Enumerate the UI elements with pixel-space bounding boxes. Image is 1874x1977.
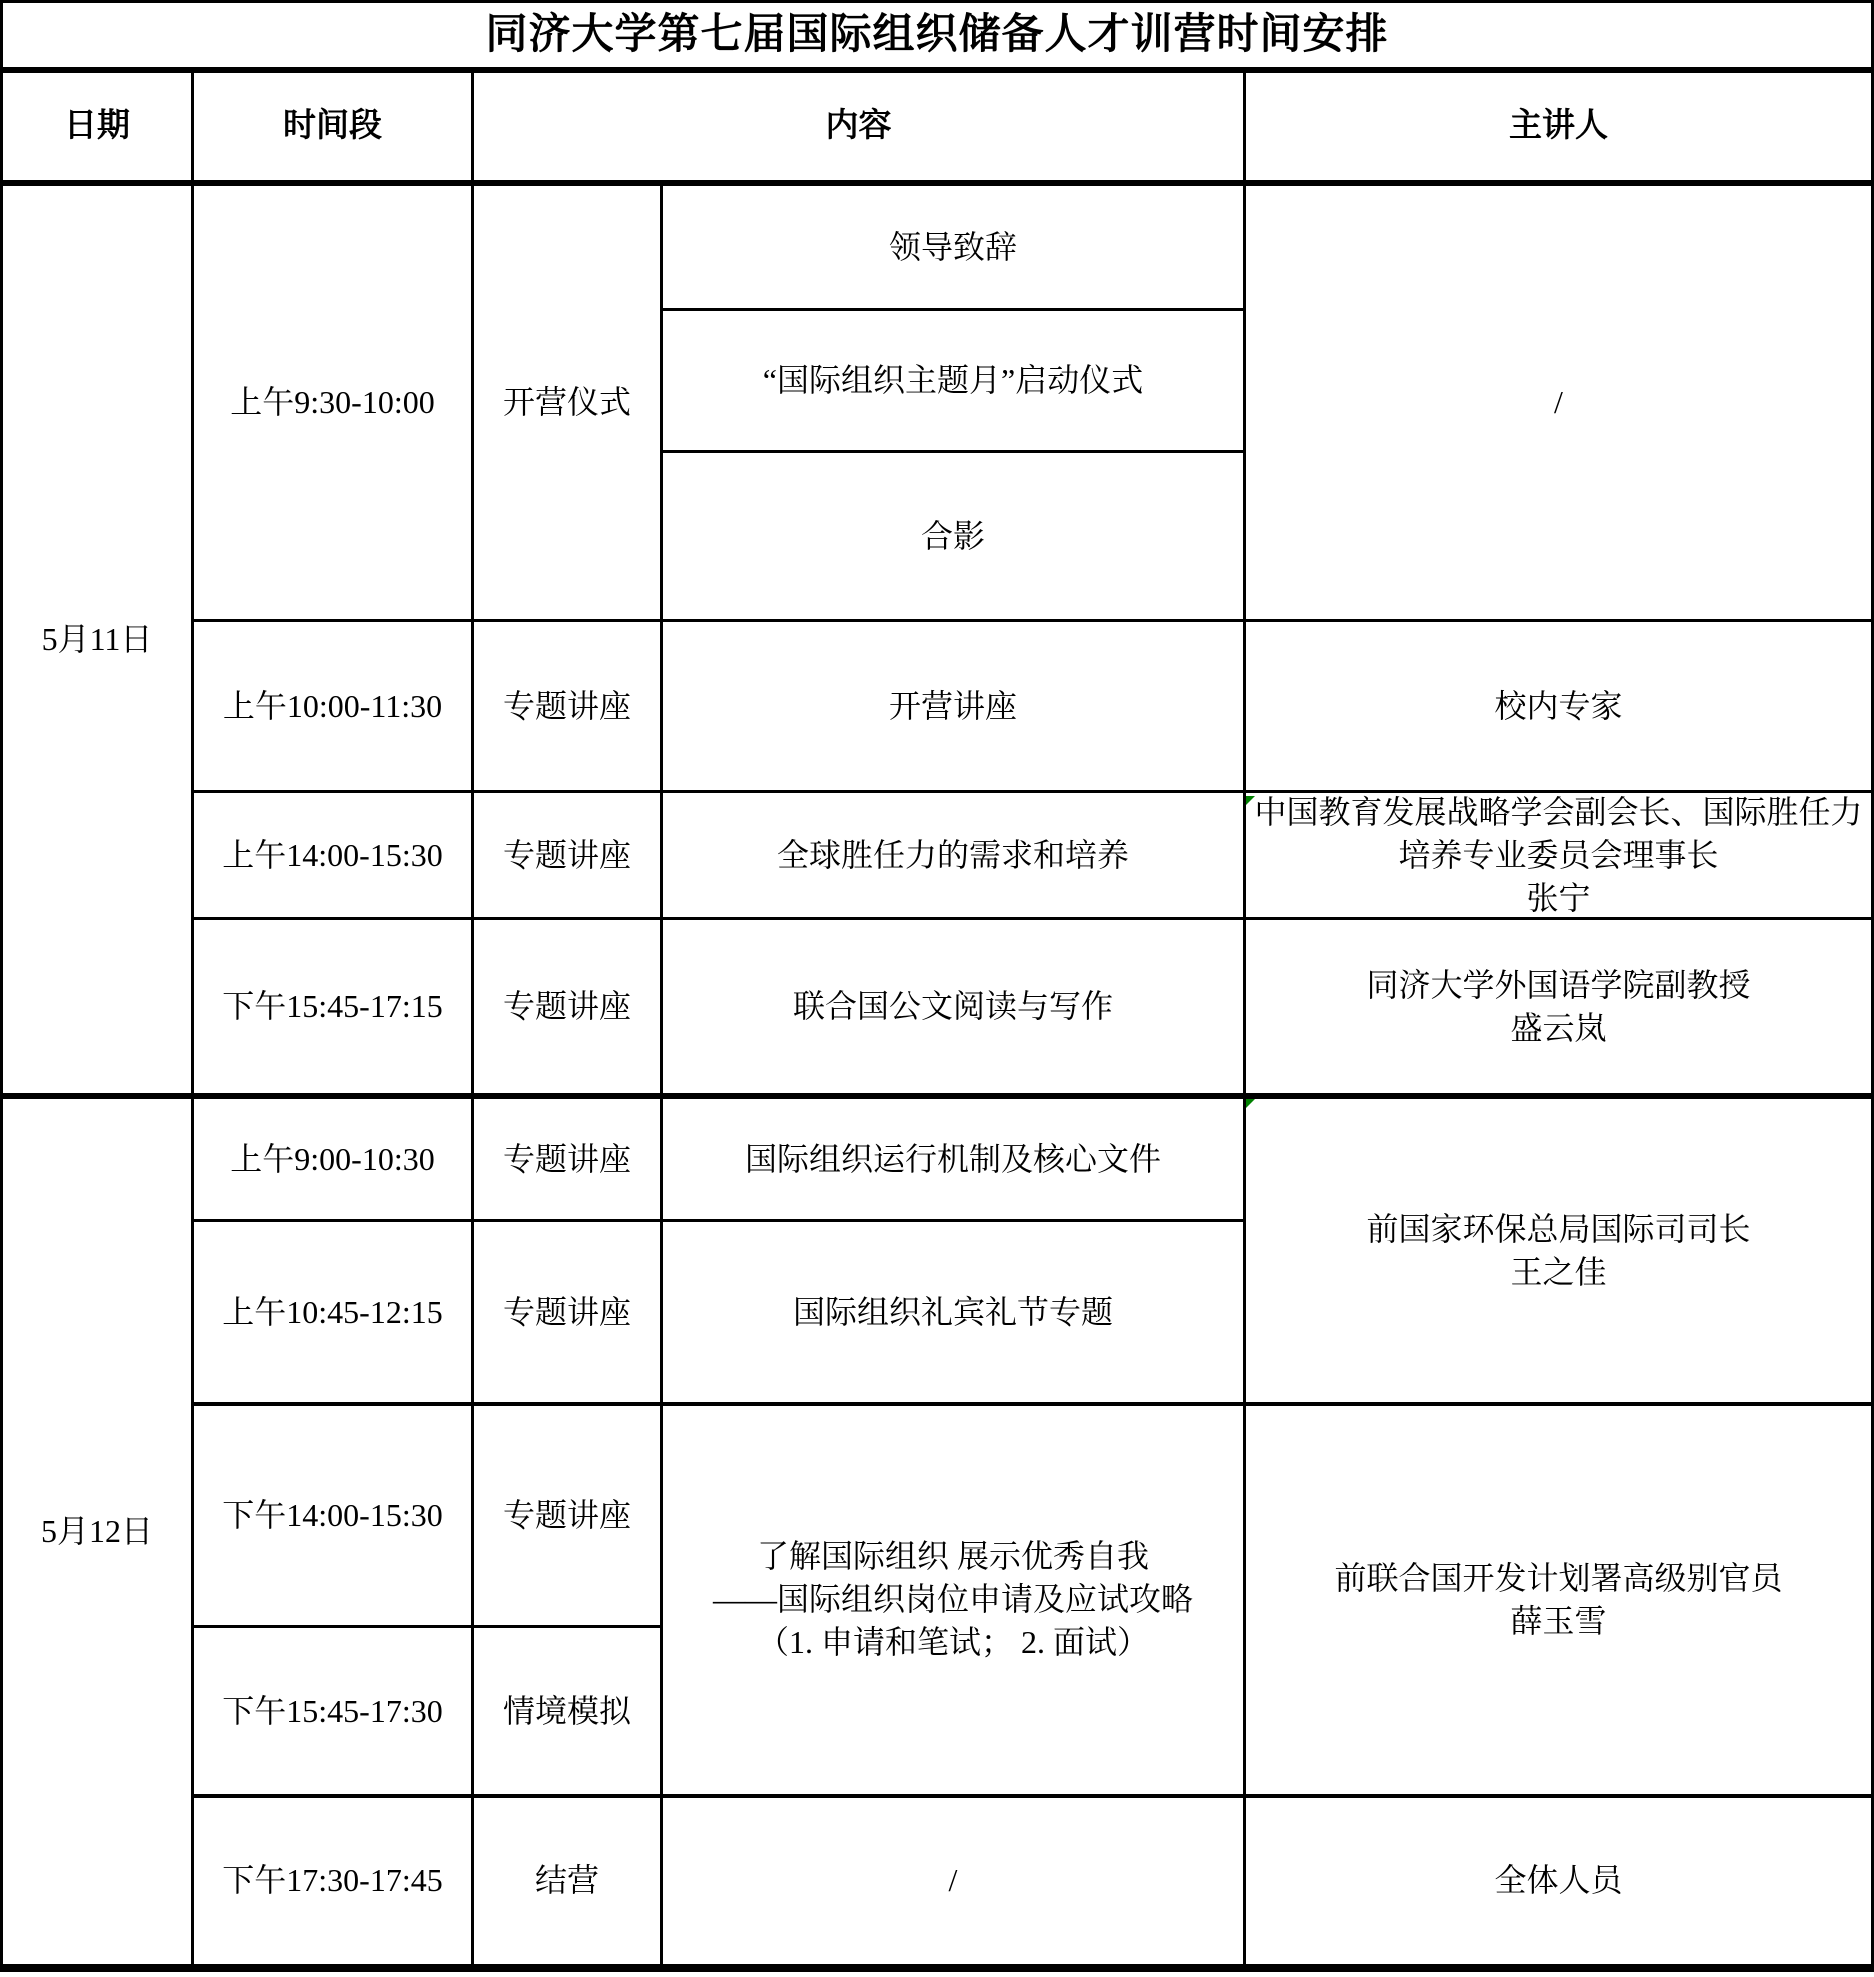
row6-category-cell: 专题讲座 [502, 1293, 631, 1330]
grid-line [471, 70, 474, 1968]
speaker-title-line: 前联合国开发计划署高级别官员 [1334, 1559, 1783, 1596]
row9-content-cell: / [948, 1862, 958, 1898]
speaker-title-line: 中国教育发展战略学会副会长、国际胜任力 [1254, 793, 1863, 830]
grid-line [0, 0, 1874, 3]
grid-line [191, 917, 1874, 920]
grid-line [660, 183, 663, 1968]
cell-comment-triangle-icon [1246, 796, 1255, 805]
row7-8-content-cell [663, 1405, 1243, 1794]
cell-comment-triangle-icon [1246, 1099, 1255, 1108]
row2-category-cell: 专题讲座 [502, 687, 631, 724]
row5-content-cell: 国际组织运行机制及核心文件 [744, 1140, 1161, 1177]
speaker-name: 张宁 [1526, 879, 1591, 916]
speaker-name: 王之佳 [1510, 1253, 1607, 1290]
row1-category-cell: 开营仪式 [502, 384, 631, 420]
row5-category-cell: 专题讲座 [502, 1140, 631, 1177]
date-cell-may-12: 5月12日 [40, 1513, 153, 1549]
speaker-title-line: 同济大学外国语学院副教授 [1366, 966, 1751, 1003]
content-line: （1. 申请和笔试； 2. 面试） [756, 1624, 1149, 1660]
row3-time-cell: 上午14:00-15:30 [222, 836, 443, 873]
row6-content-cell: 国际组织礼宾礼节专题 [792, 1293, 1113, 1330]
row8-time-cell: 下午15:45-17:30 [222, 1692, 443, 1729]
row9-category-cell: 结营 [534, 1862, 599, 1898]
speaker-name: 盛云岚 [1510, 1009, 1607, 1046]
content-line: 了解国际组织 展示优秀自我 [756, 1538, 1149, 1574]
row4-speaker-cell [1246, 920, 1871, 1093]
row4-time-cell: 下午15:45-17:15 [222, 988, 443, 1024]
row7-category-cell: 专题讲座 [502, 1496, 631, 1533]
row3-category-cell: 专题讲座 [502, 836, 631, 873]
grid-line [0, 1964, 1874, 1972]
page-title: 同济大学第七届国际组织储备人才训营时间安排 [485, 11, 1389, 58]
row1-subitem1-cell: 领导致辞 [888, 228, 1017, 265]
grid-line [191, 790, 1874, 793]
grid-line [660, 308, 1243, 311]
row7-time-cell: 下午14:00-15:30 [222, 1496, 443, 1533]
header-cell-date: 日期 [64, 108, 130, 144]
row2-content-cell: 开营讲座 [888, 687, 1017, 724]
speaker-name: 薛玉雪 [1510, 1602, 1607, 1639]
row3-speaker-cell [1246, 793, 1871, 917]
row5-time-cell: 上午9:00-10:30 [230, 1140, 435, 1177]
speaker-title-line: 前国家环保总局国际司司长 [1366, 1210, 1751, 1247]
row1-speaker-cell: / [1554, 384, 1563, 420]
row6-time-cell: 上午10:45-12:15 [222, 1293, 443, 1330]
grid-line [191, 1402, 1874, 1406]
row5-6-speaker-cell [1246, 1099, 1871, 1402]
grid-line [191, 1625, 663, 1628]
content-line: ——国际组织岗位申请及应试攻略 [712, 1581, 1193, 1617]
row9-time-cell: 下午17:30-17:45 [222, 1862, 443, 1898]
header-cell-speaker: 主讲人 [1509, 108, 1608, 144]
row8-category-cell: 情境模拟 [502, 1692, 631, 1729]
date-cell-may-11: 5月11日 [41, 621, 153, 657]
grid-line [191, 70, 194, 1968]
header-cell-time: 时间段 [283, 108, 382, 144]
row4-category-cell: 专题讲座 [502, 988, 631, 1024]
header-cell-content: 内容 [825, 108, 892, 144]
grid-line [660, 450, 1243, 453]
grid-line [1243, 70, 1246, 1968]
row2-speaker-cell: 校内专家 [1494, 687, 1623, 724]
grid-line [191, 619, 1874, 622]
row2-time-cell: 上午10:00-11:30 [222, 687, 443, 724]
row1-subitem3-cell: 合影 [920, 517, 985, 554]
row9-speaker-cell: 全体人员 [1494, 1862, 1623, 1898]
grid-line [0, 180, 1874, 186]
grid-line [191, 1794, 1874, 1798]
row7-8-speaker-cell [1246, 1405, 1871, 1794]
row4-content-cell: 联合国公文阅读与写作 [792, 988, 1113, 1024]
row1-subitem2-cell: “国际组织主题月”启动仪式 [762, 362, 1144, 398]
grid-line [0, 0, 3, 1972]
speaker-title-line: 培养专业委员会理事长 [1398, 836, 1719, 873]
grid-line [191, 1219, 1243, 1222]
row3-content-cell: 全球胜任力的需求和培养 [776, 836, 1129, 873]
grid-line [0, 1093, 1874, 1099]
grid-line [0, 67, 1874, 73]
row1-time-cell: 上午9:30-10:00 [230, 384, 435, 420]
